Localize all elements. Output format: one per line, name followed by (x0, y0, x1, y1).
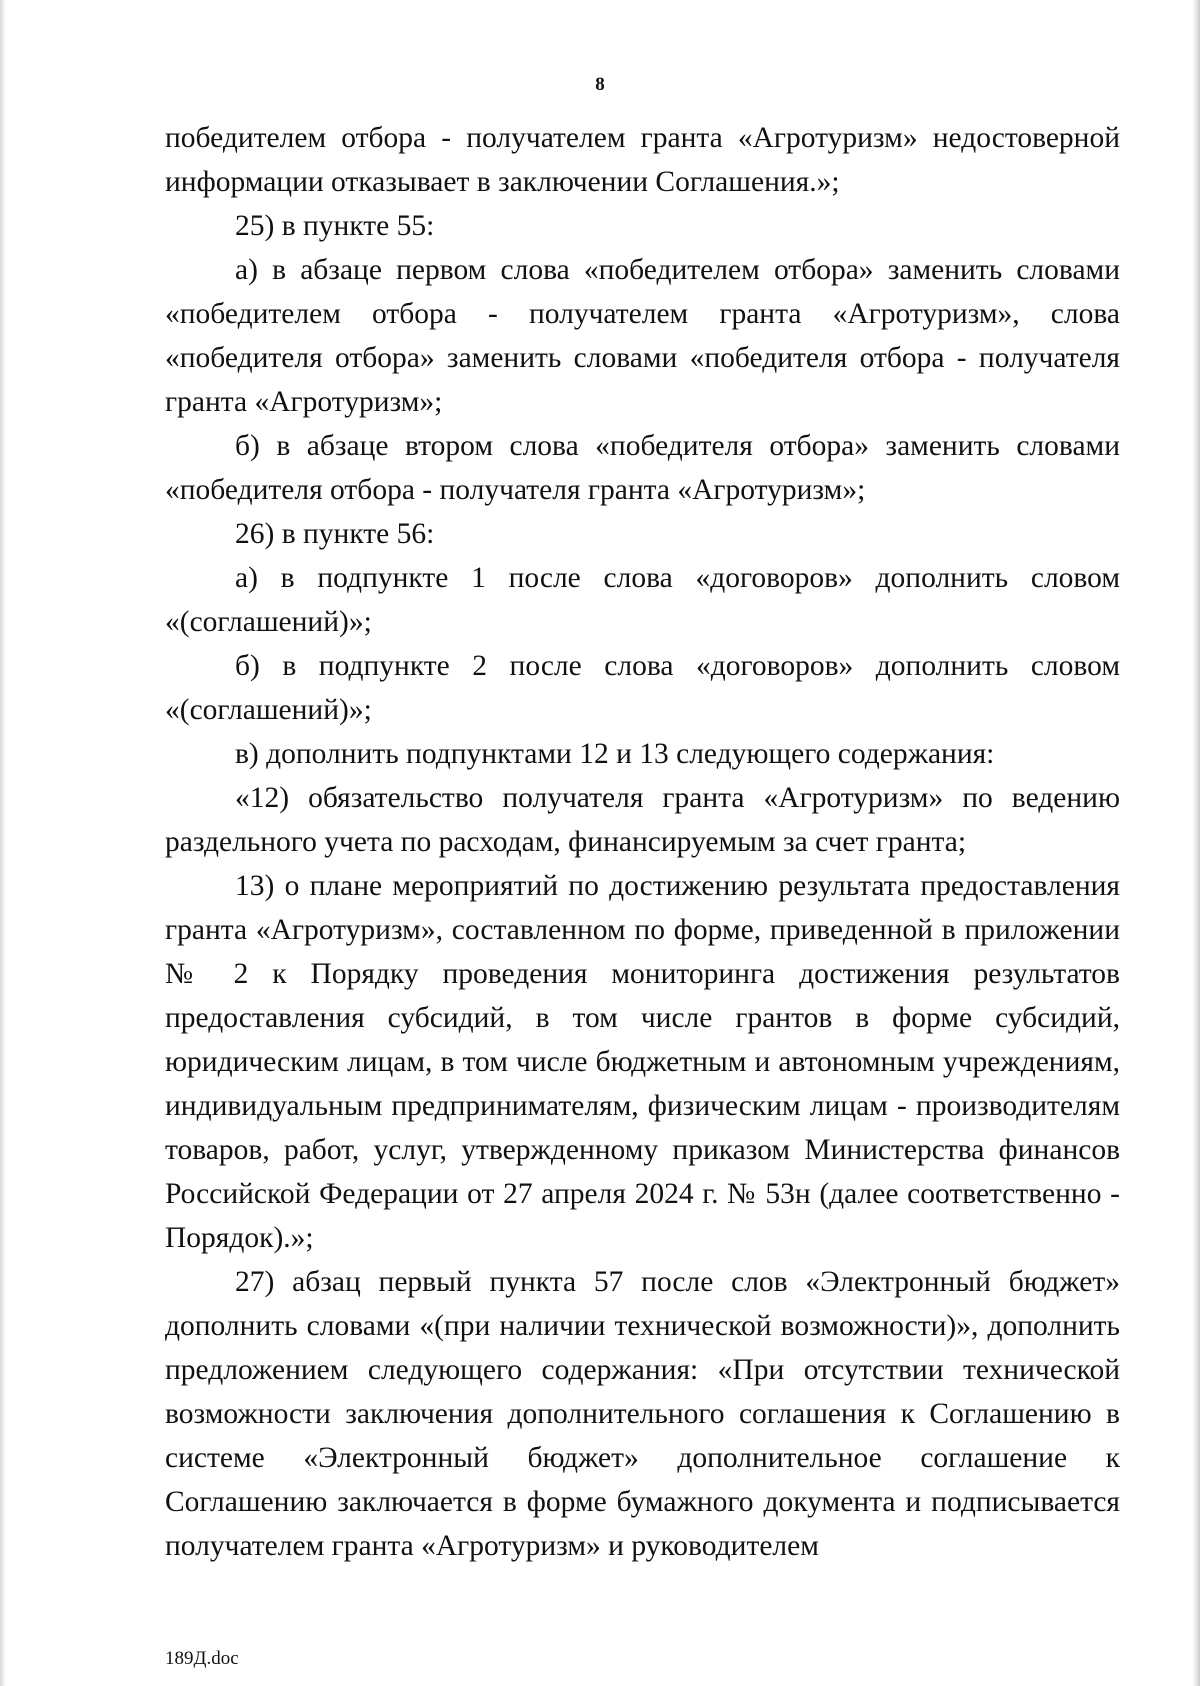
page-number: 8 (595, 74, 605, 95)
paragraph: б) в абзаце втором слова «победителя отбора» заменить словами «победителя отбора - получателя гранта «Агротуризм»; (165, 430, 1120, 506)
paragraph: в) дополнить подпунктами 12 и 13 следующего содержания: (235, 738, 995, 770)
paragraph: 27) абзац первый пункта 57 после слов «Электронный бюджет» дополнить словами «(при наличии технической возможности)», дополнить предложением следующего содержания: «При отсутствии технической возможности заключения дополнительного соглашения к Соглашению в системе «Электронный бюджет» дополнительное соглашение к Соглашению заключается в форме бумажного документа и подписывается получателем гранта «Агротуризм» и руководителем (165, 1266, 1120, 1562)
paragraph: 13) о плане мероприятий по достижению результата предоставления гранта «Агротуризм», составленном по форме, приведенной в приложении № 2 к Порядку проведения мониторинга достижения результатов предоставления субсидий, в том числе грантов в форме субсидий, юридическим лицам, в том числе бюджетным и автономным учреждениям, индивидуальным предпринимателям, физическим лицам - производителям товаров, работ, услуг, утвержденному приказом Министерства финансов Российской Федерации от 27 апреля 2024 г. № 53н (далее соответственно - Порядок).»; (165, 870, 1120, 1254)
footer-filename: 189Д.doc (165, 1648, 239, 1669)
scan-edge-left (0, 0, 6, 1686)
paragraph: а) в абзаце первом слова «победителем отбора» заменить словами «победителем отбора - получателем гранта «Агротуризм», слова «победителя отбора» заменить словами «победителя отбора - получателя гранта «Агротуризм»; (165, 254, 1120, 418)
paragraph: а) в подпункте 1 после слова «договоров» дополнить словом «(соглашений)»; (165, 562, 1120, 638)
paragraph: 25) в пункте 55: (235, 210, 435, 242)
paragraph: 26) в пункте 56: (235, 518, 435, 550)
paragraph: «12) обязательство получателя гранта «Агротуризм» по ведению раздельного учета по расходам, финансируемым за счет гранта; (165, 782, 1120, 858)
document-body (165, 116, 1120, 1568)
paragraph: б) в подпункте 2 после слова «договоров» дополнить словом «(соглашений)»; (165, 650, 1120, 726)
paragraph: победителем отбора - получателем гранта «Агротуризм» недостоверной информации отказывает в заключении Соглашения.»; (165, 122, 1120, 198)
scan-edge-right (1192, 0, 1200, 1686)
